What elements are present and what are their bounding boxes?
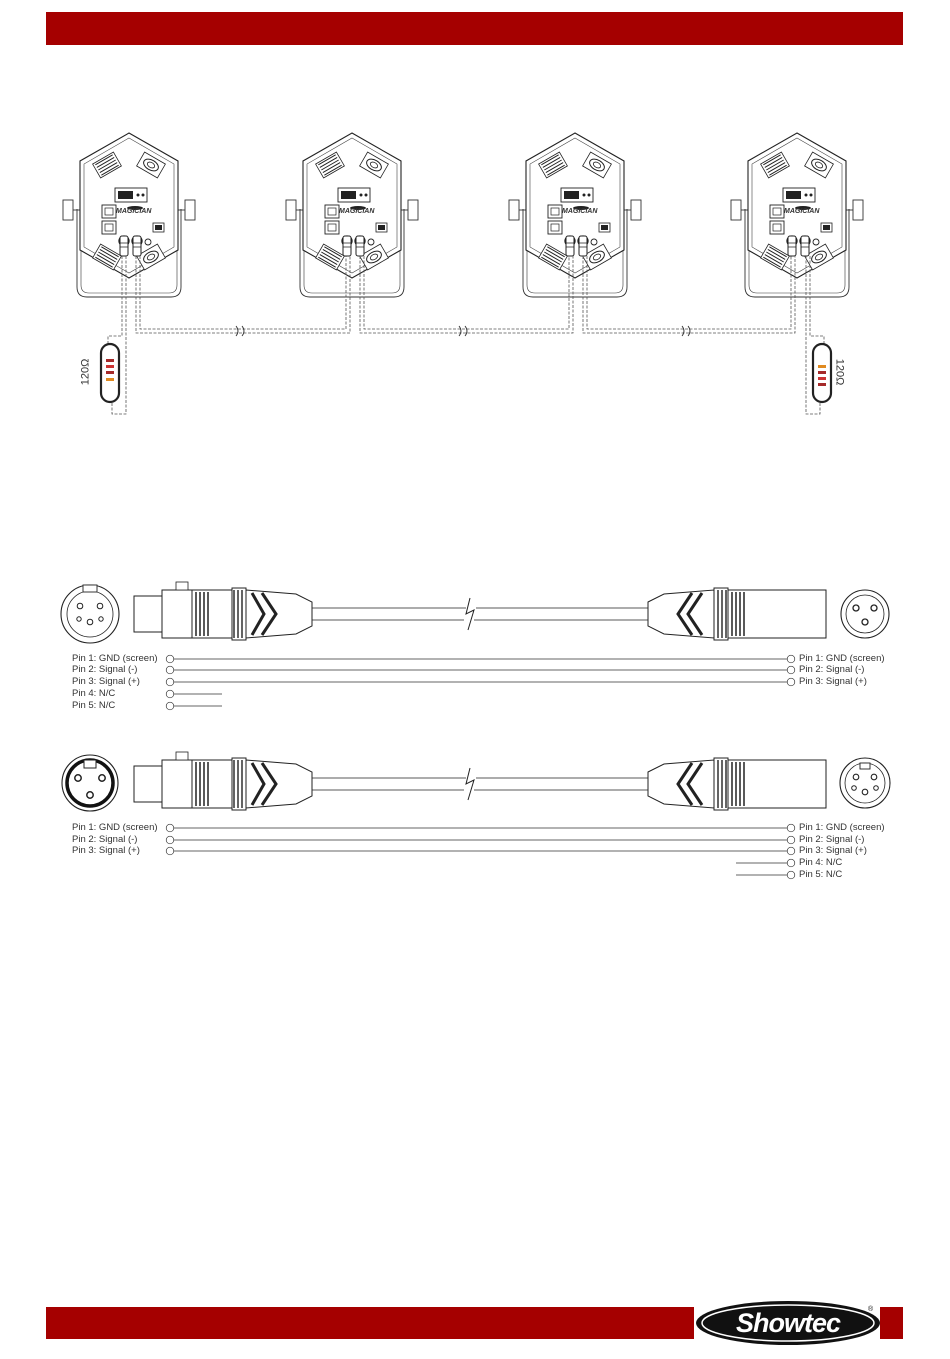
terminator-left-drawing <box>101 344 119 402</box>
fixture-2-label: MAGICIAN <box>339 208 375 215</box>
cable-1-right-pin-1: Pin 1: GND (screen) <box>799 653 885 664</box>
cable-1-wiring <box>166 655 795 710</box>
cable-2-left-pin-3: Pin 3: Signal (+) <box>72 845 140 856</box>
cable-1-left-pin-2: Pin 2: Signal (-) <box>72 664 138 675</box>
cable-2-right-pin-3: Pin 3: Signal (+) <box>799 845 867 856</box>
cable-3-to-5-drawing <box>134 752 826 810</box>
terminator-right-drawing <box>813 344 831 402</box>
cable-2-left-pin-2: Pin 2: Signal (-) <box>72 834 138 845</box>
footer-bar-end <box>880 1307 903 1339</box>
xlr3-male-face-icon <box>841 590 889 638</box>
brand-registered-mark: ® <box>868 1306 874 1313</box>
terminator-left-label: 120Ω <box>79 358 92 386</box>
cable-2-right-pin-4: Pin 4: N/C <box>799 857 843 868</box>
fixture-3-label: MAGICIAN <box>562 208 598 215</box>
cable-2-right-pin-5: Pin 5: N/C <box>799 869 843 880</box>
cable-1-right-pin-2: Pin 2: Signal (-) <box>799 664 865 675</box>
fixture-1-label: MAGICIAN <box>116 208 152 215</box>
xlr5-female-face-icon <box>61 585 119 643</box>
cable-1-left-pin-3: Pin 3: Signal (+) <box>72 676 140 687</box>
cable-1-left-pin-4: Pin 4: N/C <box>72 688 116 699</box>
cable-1-right-pin-3: Pin 3: Signal (+) <box>799 676 867 687</box>
brand-logo: Showtec <box>735 1308 841 1338</box>
cable-1-left-pin-1: Pin 1: GND (screen) <box>72 653 158 664</box>
cable-2-wiring <box>166 824 795 879</box>
footer-bar <box>46 1307 694 1339</box>
terminator-right-label: 120Ω <box>833 358 846 386</box>
xlr3-female-face-icon <box>62 755 118 811</box>
cable-2-right-pin-2: Pin 2: Signal (-) <box>799 834 865 845</box>
cable-2-left-pin-1: Pin 1: GND (screen) <box>72 822 158 833</box>
cable-5-to-3-drawing <box>134 582 826 640</box>
cable-2-right-pin-1: Pin 1: GND (screen) <box>799 822 885 833</box>
fixture-4-label: MAGICIAN <box>784 208 820 215</box>
xlr5-male-face-icon <box>840 758 890 808</box>
cable-1-left-pin-5: Pin 5: N/C <box>72 700 116 711</box>
